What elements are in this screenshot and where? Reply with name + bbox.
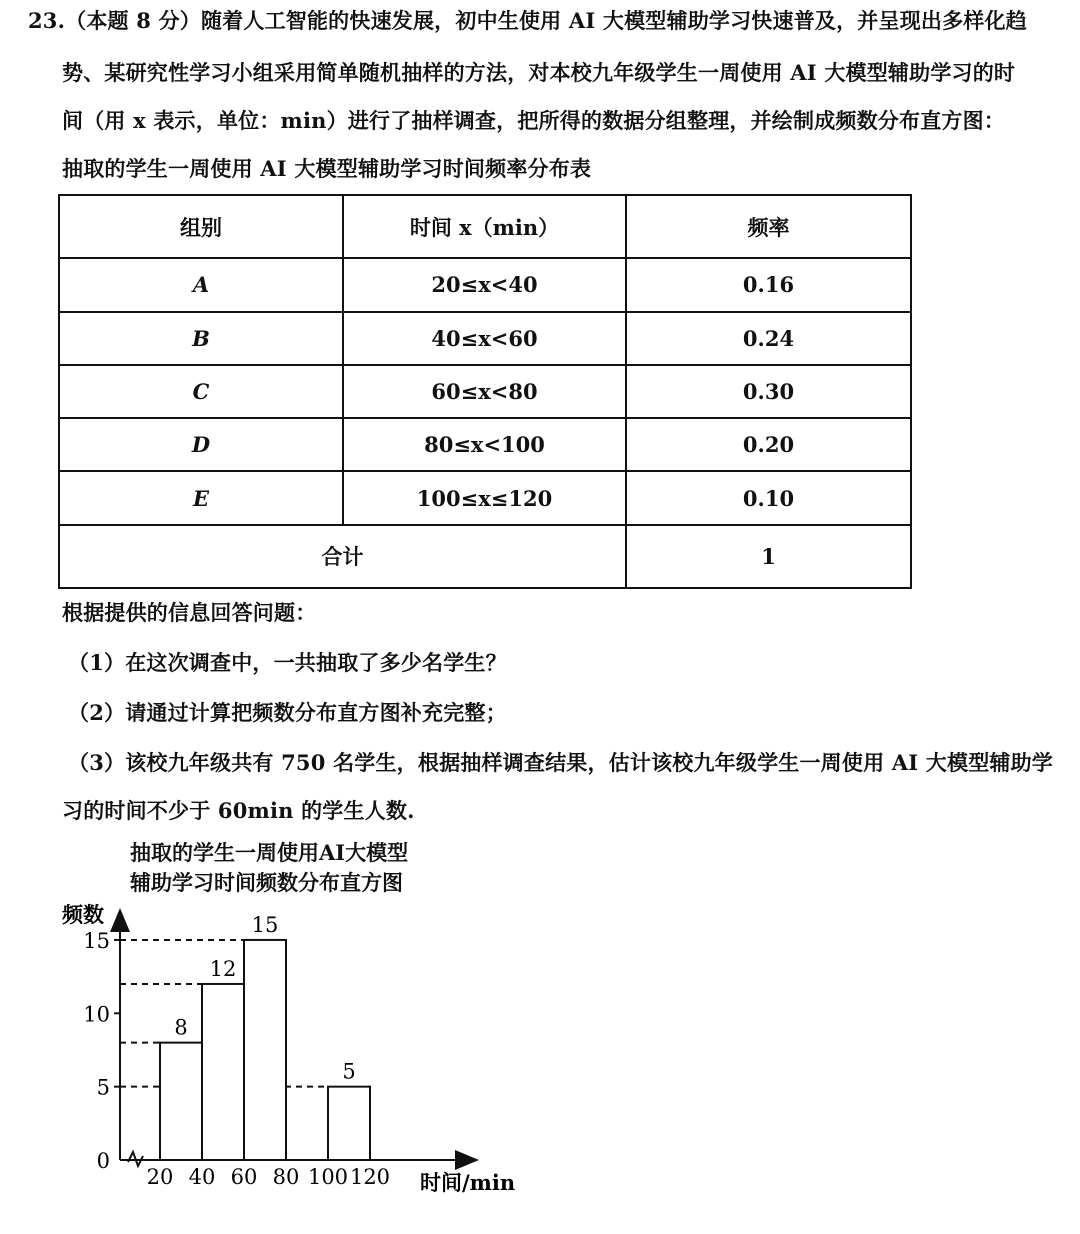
chart-title-line-1: 抽取的学生一周使用AI大模型 <box>130 840 409 865</box>
axis-break-mark <box>128 1152 143 1166</box>
row-group: E <box>59 471 343 524</box>
bar-value-label: 5 <box>342 1059 356 1084</box>
subquestion-3-line-2: 习的时间不少于 60min 的学生人数. <box>62 798 415 823</box>
question-line-3: 间（用 x 表示，单位：min）进行了抽样调查，把所得的数据分组整理，并绘制成频数分布直方图： <box>62 108 1006 133</box>
table-row <box>59 365 911 418</box>
table-row <box>59 312 911 365</box>
histogram-bar <box>202 984 244 1160</box>
table-caption: 抽取的学生一周使用 AI 大模型辅助学习时间频率分布表 <box>62 156 592 181</box>
row-group: A <box>59 258 343 311</box>
row-frequency: 0.24 <box>626 312 911 365</box>
histogram-bar <box>328 1087 370 1160</box>
y-tick-label: 15 <box>83 928 110 953</box>
row-frequency: 0.20 <box>626 418 911 471</box>
row-range: 60≤x<80 <box>343 365 626 418</box>
table-header-row <box>59 195 911 258</box>
y-tick-label: 5 <box>96 1075 110 1100</box>
histogram-bar <box>160 1043 202 1160</box>
bar-value-label: 12 <box>209 956 237 981</box>
header-frequency: 频率 <box>626 195 911 258</box>
row-range: 100≤x≤120 <box>343 471 626 524</box>
y-tick-label: 10 <box>83 1002 110 1027</box>
chart-title-line-2: 辅助学习时间频数分布直方图 <box>130 870 403 895</box>
frequency-table <box>58 194 912 589</box>
question-line-2: 势、某研究性学习小组采用简单随机抽样的方法，对本校九年级学生一周使用 AI 大模型辅助学习的时 <box>62 60 1016 85</box>
table-row <box>59 471 911 524</box>
histogram-bar <box>244 940 286 1160</box>
subquestion-1: （1）在这次调查中，一共抽取了多少名学生？ <box>68 650 507 675</box>
x-tick-label: 40 <box>188 1165 216 1189</box>
header-group: 组别 <box>59 195 343 258</box>
subquestion-3-line-1: （3）该校九年级共有 750 名学生，根据抽样调查结果，估计该校九年级学生一周使用 AI 大模型辅助学 <box>68 750 1054 775</box>
x-tick-label: 60 <box>230 1165 258 1189</box>
row-frequency: 0.16 <box>626 258 911 311</box>
total-value: 1 <box>626 525 911 588</box>
subquestion-2: （2）请通过计算把频数分布直方图补充完整； <box>68 700 507 725</box>
bar-value-label: 8 <box>174 1015 188 1040</box>
row-group: B <box>59 312 343 365</box>
bar-value-label: 15 <box>251 912 279 937</box>
row-group: D <box>59 418 343 471</box>
y-tick-label: 0 <box>96 1149 110 1173</box>
x-axis-label: 时间/min <box>420 1170 516 1195</box>
row-range: 20≤x<40 <box>343 258 626 311</box>
histogram-chart <box>50 900 610 1220</box>
row-range: 40≤x<60 <box>343 312 626 365</box>
y-axis-label: 频数 <box>62 902 104 927</box>
x-tick-label: 80 <box>272 1165 300 1189</box>
x-tick-label: 120 <box>349 1165 391 1189</box>
header-time: 时间 x（min） <box>343 195 626 258</box>
x-tick-label: 100 <box>307 1165 349 1189</box>
question-line-1: 23.（本题 8 分）随着人工智能的快速发展，初中生使用 AI 大模型辅助学习快速普及，并呈现出多样化趋 <box>28 8 1027 33</box>
x-tick-label: 20 <box>146 1165 174 1189</box>
table-row <box>59 418 911 471</box>
table-total-row <box>59 525 911 588</box>
row-frequency: 0.10 <box>626 471 911 524</box>
total-label: 合计 <box>59 525 626 588</box>
table-row <box>59 258 911 311</box>
row-range: 80≤x<100 <box>343 418 626 471</box>
row-group: C <box>59 365 343 418</box>
row-frequency: 0.30 <box>626 365 911 418</box>
prompt-text: 根据提供的信息回答问题： <box>62 600 317 625</box>
